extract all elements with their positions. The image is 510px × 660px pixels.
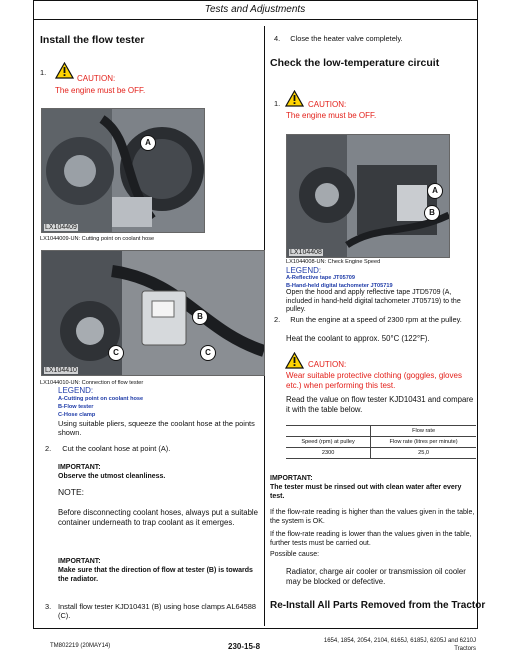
warning-icon <box>55 62 74 79</box>
legend-title: LEGEND: <box>58 386 94 395</box>
caption-photo-2: LX1044010-UN: Connection of flow tester <box>40 380 144 386</box>
note-text: Before disconnecting coolant hoses, always put a suitable container underneath to trap coolant as it emerges. <box>58 508 258 527</box>
step-text: Install flow tester KJD10431 (B) using hose clamps AL64588 (C). <box>58 602 257 620</box>
right-step4 <box>274 34 474 43</box>
caution-label: CAUTION: <box>308 360 347 369</box>
possible-cause-title: Possible cause: <box>270 551 320 558</box>
table-cell: 2300 <box>286 448 371 459</box>
engine-photo-illustration <box>42 109 204 232</box>
hood-instruction: Open the hood and apply reflective tape JTD5709 (A, included in hand-held digital tachometer JT05719) to the pulley. <box>286 289 461 313</box>
right-step1 <box>274 99 280 108</box>
table-title: Flow rate <box>371 426 476 437</box>
step-text: Run the engine at a speed of 2300 rpm at the pulley. <box>290 315 462 324</box>
important-title: IMPORTANT: <box>58 464 101 471</box>
footer-doc-id: TM802219 (20MAY14) <box>50 643 111 649</box>
left-step2 <box>45 444 260 453</box>
pliers-instruction: Using suitable pliers, squeeze the coolant hose at the points shown. <box>58 419 255 437</box>
caution-text: The engine must be OFF. <box>55 86 146 95</box>
photo-id-label: LX104408 <box>290 249 322 256</box>
table-row <box>286 448 476 459</box>
left-margin-rule <box>33 0 34 628</box>
table-cell: 25,0 <box>371 448 476 459</box>
read-instruction: Read the value on flow tester KJD10431 and compare it with the table below. <box>286 395 474 414</box>
flow-rate-table <box>286 425 476 459</box>
callout-a: A <box>140 135 156 151</box>
legend-item: A-Cutting point on coolant hose <box>58 396 144 402</box>
tester-photo-illustration <box>42 251 264 375</box>
callout-b: B <box>192 309 208 325</box>
important-text: Observe the utmost cleanliness. <box>58 473 166 480</box>
caution-text: The engine must be OFF. <box>286 111 377 120</box>
warning-icon <box>285 90 304 107</box>
table-header: Speed (rpm) at pulley <box>286 437 371 448</box>
right-step2 <box>274 315 474 324</box>
callout-c-left: C <box>108 345 124 361</box>
step-number: 3. <box>45 602 52 611</box>
step-number: 4. <box>274 34 281 43</box>
heading-low-temp-circuit: Check the low-temperature circuit <box>270 57 440 69</box>
step-number: 2. <box>274 315 281 324</box>
step-number: 1. <box>274 99 281 108</box>
legend-item: B-Hand-held digital tachometer JT05719 <box>286 283 393 289</box>
caution-label: CAUTION: <box>77 74 116 83</box>
heat-instruction: Heat the coolant to approx. 50°C (122°F). <box>286 334 430 343</box>
footer-models-tractors: Tractors <box>454 646 476 652</box>
higher-reading-text: If the flow-rate reading is higher than the values given in the table, the system is OK. <box>270 509 475 525</box>
page-header: Tests and Adjustments <box>204 4 306 15</box>
pulley-photo-illustration <box>287 135 449 257</box>
heading-install-flow-tester: Install the flow tester <box>40 34 145 46</box>
important-text: The tester must be rinsed out with clean water after every test. <box>270 484 462 500</box>
left-step3 <box>45 602 260 620</box>
possible-cause-text: Radiator, charge air cooler or transmission oil cooler may be blocked or defective. <box>286 567 466 586</box>
footer-models: 1654, 1854, 2054, 2104, 6165J, 6185J, 6205J and 6210J <box>323 638 476 644</box>
callout-a: A <box>427 183 443 199</box>
table-header: Flow rate (litres per minute) <box>371 437 476 448</box>
table-cell <box>286 426 371 437</box>
photo-cutting-point <box>41 108 205 233</box>
important-title: IMPORTANT: <box>58 558 101 565</box>
left-step1 <box>40 68 46 77</box>
header-rule <box>33 19 478 20</box>
table-title-row <box>286 426 476 437</box>
step-number: 2. <box>45 444 52 453</box>
footer-rule <box>33 628 478 629</box>
footer-page-number: 230-15-8 <box>228 642 261 651</box>
legend-item: B-Flow tester <box>58 404 94 410</box>
step-text: Cut the coolant hose at point (A). <box>62 444 171 453</box>
caption-photo-3: LX1044008-UN: Check Engine Speed <box>286 259 381 265</box>
caption-photo-1: LX1044009-UN: Cutting point on coolant hose <box>40 236 155 242</box>
photo-id-label: LX104409 <box>45 224 77 231</box>
photo-engine-speed <box>286 134 450 258</box>
important-title: IMPORTANT: <box>270 475 313 482</box>
step-text: Close the heater valve completely. <box>290 34 403 43</box>
callout-b: B <box>424 205 440 221</box>
legend-title: LEGEND: <box>286 266 322 275</box>
table-header-row <box>286 437 476 448</box>
legend-item: A-Reflective tape JT05709 <box>286 275 356 281</box>
warning-icon <box>285 352 304 369</box>
caution-label: CAUTION: <box>308 100 347 109</box>
callout-c-right: C <box>200 345 216 361</box>
lower-reading-text: If the flow-rate reading is lower than the values given in the table, further tests must be carried out. <box>270 531 472 547</box>
heading-reinstall-parts: Re-Install All Parts Removed from the Tractor <box>270 600 486 611</box>
photo-id-label: LX104410 <box>45 367 77 374</box>
legend-item: C-Hose clamp <box>58 412 96 418</box>
right-margin-rule <box>477 0 478 628</box>
note-title: NOTE: <box>58 487 84 497</box>
important-text: Make sure that the direction of flow at tester (B) is towards the radiator. <box>58 567 253 583</box>
photo-flow-tester-connection <box>41 250 265 376</box>
caution-text: Wear suitable protective clothing (goggles, gloves etc.) when performing this test. <box>286 371 462 390</box>
step-number: 1. <box>40 68 47 77</box>
top-border <box>33 0 478 1</box>
